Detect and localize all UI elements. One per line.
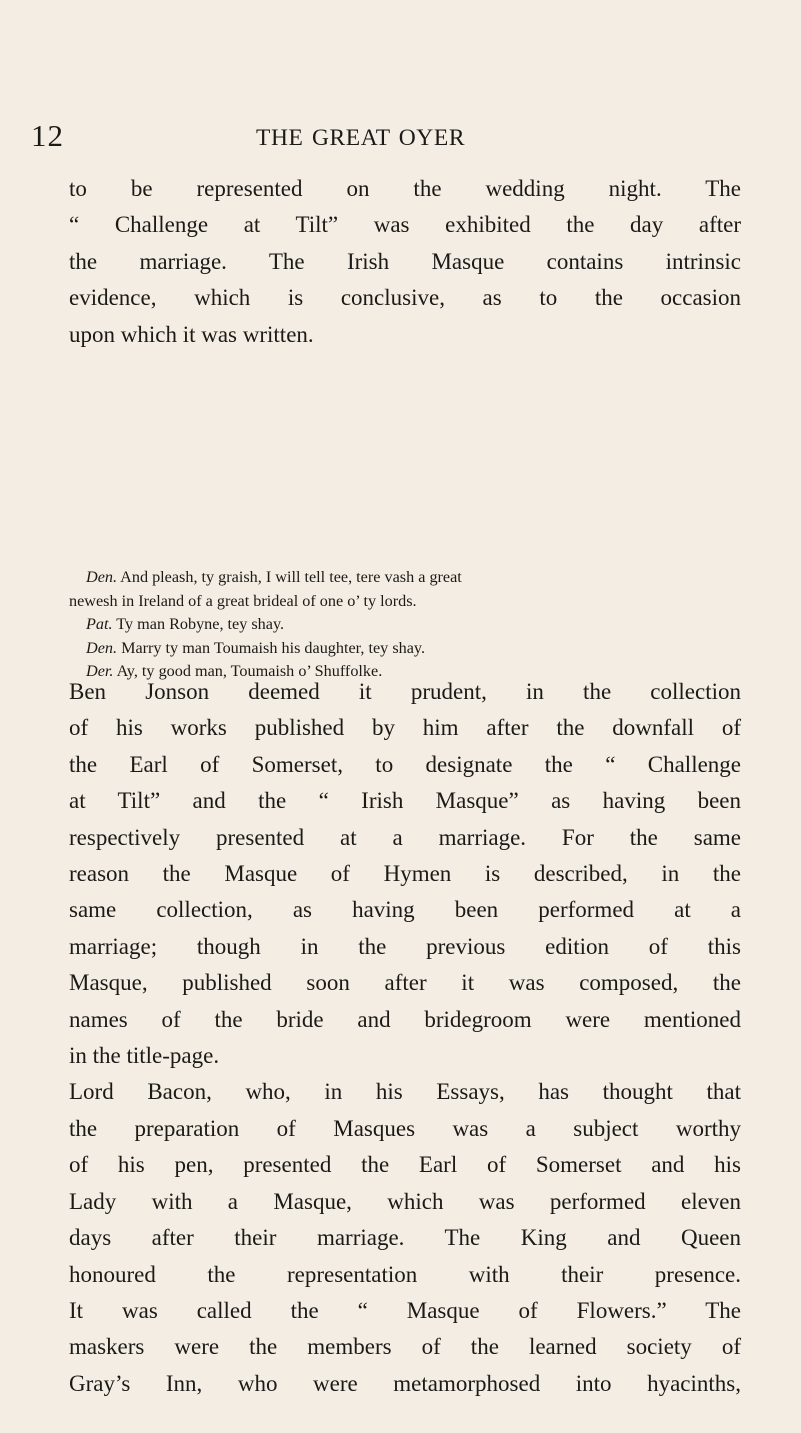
text-line: of his pen, presented the Earl of Somerset and his: [69, 1152, 741, 1178]
quote-speaker: Den.: [86, 568, 118, 586]
quote-speaker: Pat.: [86, 615, 113, 633]
quote-speaker: Den.: [86, 638, 118, 657]
text-line: the Earl of Somerset, to designate the “ Challenge: [69, 751, 741, 777]
text-line: maskers were the members of the learned society of: [69, 1334, 741, 1360]
quote-text: Ay, ty good man, Toumaish o’ Shuffolke.: [113, 662, 383, 680]
block-quotation: [69, 566, 741, 684]
text-line: Lord Bacon, who, in his Essays, has thought that: [69, 1079, 741, 1105]
text-line: the marriage. The Irish Masque contains intrinsic: [69, 248, 741, 274]
text-line: at Tilt” and the “ Irish Masque” as having been: [69, 788, 741, 814]
text-line: in the title-page.: [69, 1043, 220, 1069]
quote-line: [69, 637, 741, 661]
paragraph-main: [69, 674, 741, 1402]
text-line: days after their marriage. The King and Queen: [69, 1225, 741, 1251]
quote-text: Ty man Robyne, tey shay.: [112, 615, 285, 633]
text-line: evidence, which is conclusive, as to the occasion: [69, 285, 741, 311]
text-line: Gray’s Inn, who were metamorphosed into hyacinths,: [69, 1370, 741, 1396]
quote-text: newesh in Ireland of a great brideal of one o’ ty lords.: [69, 591, 417, 610]
text-line: upon which it was written.: [69, 321, 314, 347]
text-line: reason the Masque of Hymen is described, in the: [69, 861, 741, 887]
running-title: THE GREAT OYER: [256, 125, 466, 151]
text-line: honoured the representation with their presence.: [69, 1261, 741, 1287]
paragraph-opening: [69, 171, 741, 353]
text-line: respectively presented at a marriage. For the same: [69, 824, 741, 850]
quote-text: Marry ty man Toumaish his daughter, tey shay.: [117, 638, 425, 657]
text-line: It was called the “ Masque of Flowers.” The: [69, 1297, 741, 1323]
text-line: same collection, as having been performed at a: [69, 897, 741, 923]
text-line: of his works published by him after the downfall of: [69, 715, 741, 741]
text-line: the preparation of Masques was a subject worthy: [69, 1115, 741, 1141]
text-line: to be represented on the wedding night. The: [69, 176, 741, 201]
quote-line: [69, 613, 741, 637]
text-line: “ Challenge at Tilt” was exhibited the day after: [69, 212, 741, 238]
quote-text: And pleash, ty graish, I will tell tee, tere vash a great: [117, 568, 462, 586]
text-line: Ben Jonson deemed it prudent, in the collection: [69, 679, 741, 704]
quote-line: [69, 566, 741, 590]
text-line: Masque, published soon after it was composed, the: [69, 970, 741, 996]
page-header: [0, 116, 801, 160]
text-line: marriage; though in the previous edition of this: [69, 933, 741, 959]
quote-line: [69, 590, 741, 614]
page-number: 12: [31, 118, 64, 153]
text-line: names of the bride and bridegroom were mentioned: [69, 1006, 741, 1032]
quote-speaker: Der.: [86, 662, 114, 680]
text-line: Lady with a Masque, which was performed eleven: [69, 1188, 741, 1214]
